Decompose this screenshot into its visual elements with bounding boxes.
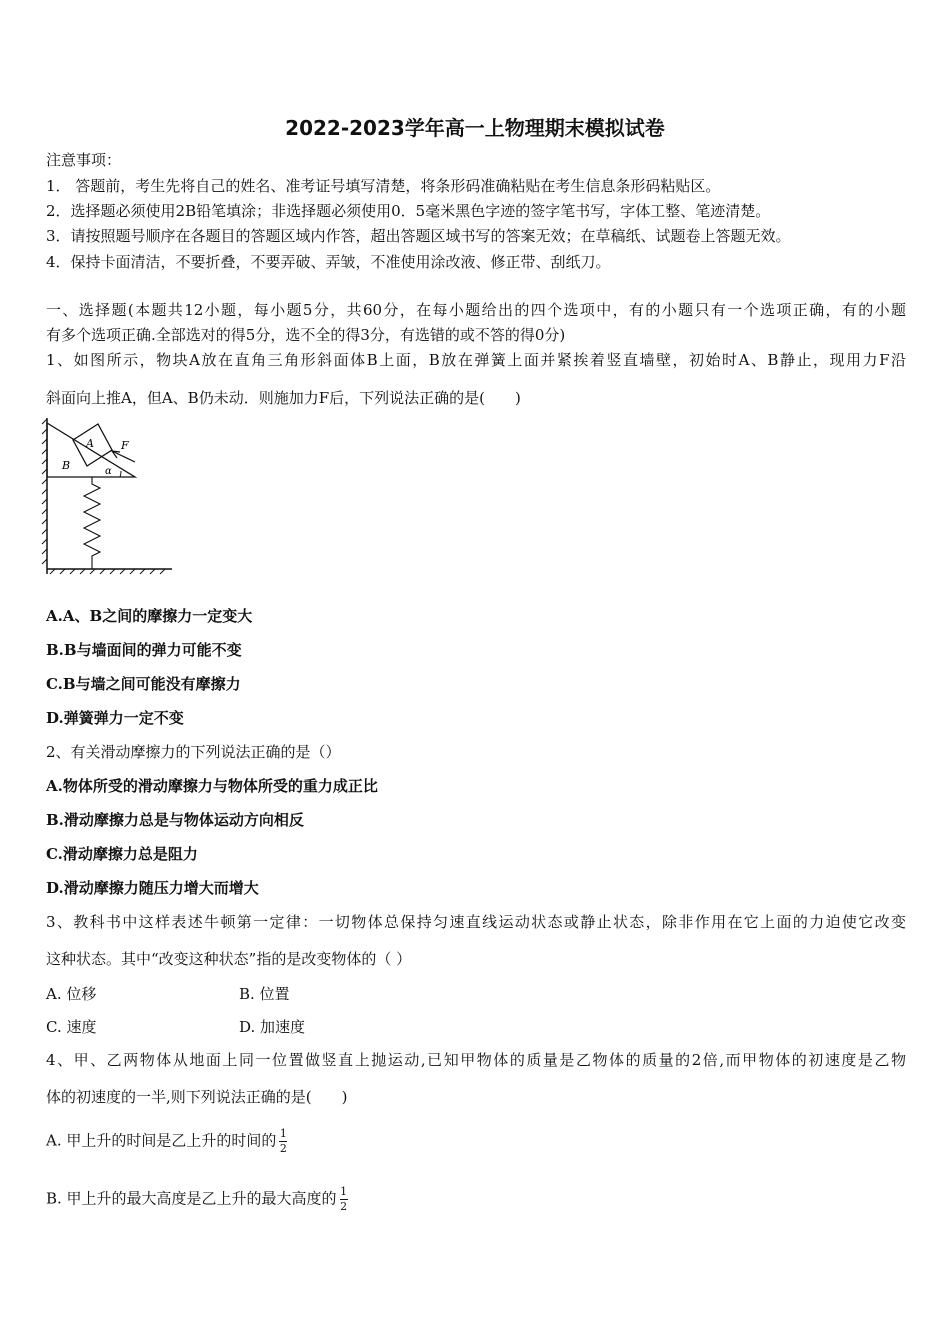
q2-option-a: A.物体所受的滑动摩擦力与物体所受的重力成正比 (46, 777, 378, 795)
q3-option-d: D. 加速度 (239, 1018, 306, 1036)
q3-option-c: C. 速度 (46, 1018, 97, 1036)
q1-stem-line2: 斜面向上推A，但A、B仍未动．则施加力F后，下列说法正确的是( ) (46, 389, 521, 407)
floor-hatching (47, 569, 172, 574)
notice-item-3: 3．请按照题号顺序在各题目的答题区域内作答，超出答题区域书写的答案无效；在草稿纸、试题卷上答题无效。 (46, 227, 791, 245)
q3-stem-line2: 这种状态。其中“改变这种状态”指的是改变物体的（ ） (46, 950, 412, 968)
section-instructions-line1: 一、选择题(本题共12小题，每小题5分，共60分，在每小题给出的四个选项中，有的小题只有一个选项正确，有的小题 (46, 301, 906, 319)
fraction-half: $\frac{1}{2}$ (340, 1185, 348, 1213)
fraction-half: $\frac{1}{2}$ (279, 1127, 287, 1155)
q1-figure (40, 416, 180, 578)
angle-alpha-arc (120, 471, 121, 477)
q2-option-d: D.滑动摩擦力随压力增大而增大 (46, 879, 259, 897)
q3-stem-line1: 3、教科书中这样表述牛顿第一定律：一切物体总保持匀速直线运动状态或静止状态，除非作用在它上面的力迫使它改变 (46, 913, 906, 931)
wall-hatching (42, 418, 47, 574)
label-b: B (62, 459, 71, 472)
notice-item-2: 2．选择题必须使用2B铅笔填涂；非选择题必须使用0．5毫米黑色字迹的签字笔书写，字体工整、笔迹清楚。 (46, 202, 771, 220)
q1-option-d: D.弹簧弹力一定不变 (46, 709, 184, 727)
section-instructions-line2: 有多个选项正确.全部选对的得5分，选不全的得3分，有选错的或不答的得0分) (46, 326, 566, 344)
force-arrow (112, 451, 135, 462)
q4-option-a: A. 甲上升的时间是乙上升的时间的 $\frac{1}{2}$ (46, 1127, 287, 1155)
q1-option-b: B.B与墙面间的弹力可能不变 (46, 641, 242, 659)
q2-option-b: B.滑动摩擦力总是与物体运动方向相反 (46, 811, 304, 829)
q1-option-c: C.B与墙之间可能没有摩擦力 (46, 675, 241, 693)
notice-item-1: 1． 答题前，考生先将自己的姓名、准考证号填写清楚，将条形码准确粘贴在考生信息条形码粘贴区。 (46, 177, 721, 195)
q3-option-b: B. 位置 (239, 985, 290, 1003)
notice-item-4: 4．保持卡面清洁，不要折叠，不要弄破、弄皱，不准使用涂改液、修正带、刮纸刀。 (46, 253, 611, 271)
label-f: F (121, 439, 129, 452)
label-alpha: α (105, 466, 112, 477)
q1-option-a: A.A、B之间的摩擦力一定变大 (46, 607, 253, 625)
q1-stem-line1: 1、如图所示，物块A放在直角三角形斜面体B上面，B放在弹簧上面并紧挨着竖直墙壁，初始时A、B静止，现用力F沿 (46, 351, 906, 369)
q2-option-c: C.滑动摩擦力总是阻力 (46, 845, 198, 863)
label-a: A (86, 437, 94, 450)
q4-stem-line1: 4、甲、乙两物体从地面上同一位置做竖直上抛运动,已知甲物体的质量是乙物体的质量的2倍,而甲物体的初速度是乙物 (46, 1051, 906, 1069)
q3-option-a: A. 位移 (46, 985, 97, 1003)
q4-stem-line2: 体的初速度的一半,则下列说法正确的是( ) (46, 1088, 348, 1106)
q4-option-b: B. 甲上升的最大高度是乙上升的最大高度的 $\frac{1}{2}$ (46, 1185, 348, 1213)
page-title: 2022-2023学年高一上物理期末模拟试卷 (285, 116, 665, 140)
spring (84, 477, 100, 569)
notice-heading: 注意事项： (46, 151, 122, 169)
q2-stem: 2、有关滑动摩擦力的下列说法正确的是（） (46, 743, 341, 761)
